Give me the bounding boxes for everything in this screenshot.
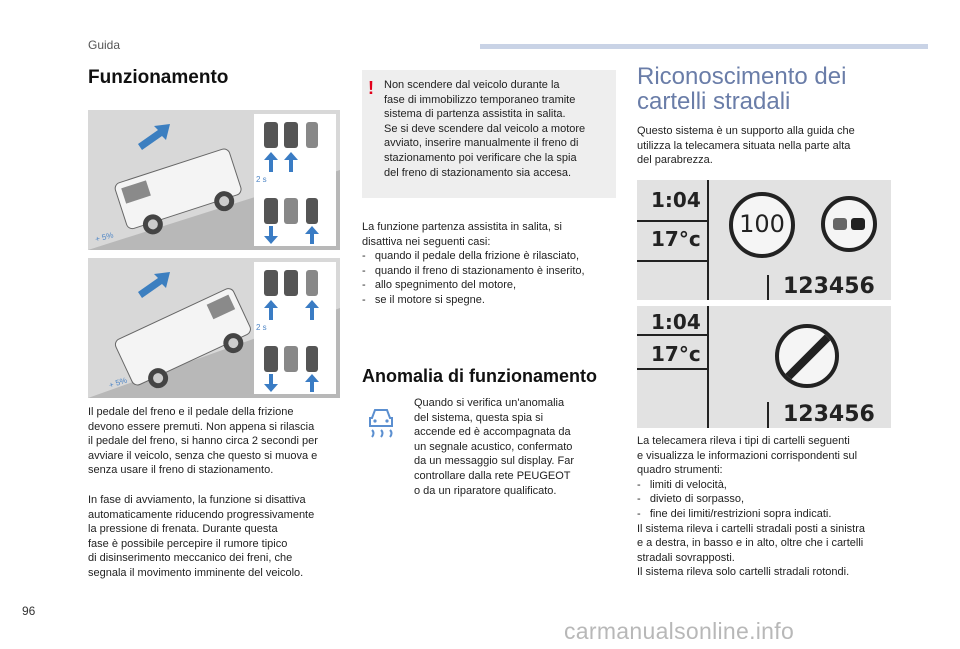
hill-start-illustration-2 — [88, 258, 340, 398]
temperature-readout: 17°c — [651, 227, 701, 251]
no-overtaking-sign-icon — [821, 196, 877, 252]
hill-start-illustration-1 — [88, 110, 340, 250]
list-item: - divieto di sorpasso, — [637, 493, 745, 506]
skid-warning-icon — [366, 406, 396, 445]
watermark: carmanualsonline.info — [564, 618, 795, 644]
instrument-display-speed-limit — [637, 180, 891, 300]
disable-conditions: La funzione partenza assistita in salita, si disattiva nei seguenti casi: - quando il pedale della frizione è rilasciato, - quando il freno di stazionamento è inserito, - allo spegnimento del motore, - se il motore si spegne. — [362, 220, 618, 308]
warning-box — [362, 70, 616, 198]
section-title-cartelli: Riconoscimento dei cartelli stradali — [637, 63, 847, 115]
list-item: - quando il freno di stazionamento è inserito, — [362, 264, 585, 277]
temperature-readout: 17°c — [651, 342, 701, 366]
page-number: 96 — [22, 604, 36, 618]
list-item: - se il motore si spegne. — [362, 293, 485, 306]
slope-label: + 5% — [107, 375, 129, 390]
list-item: - limiti di velocità, — [637, 478, 727, 491]
odometer-readout: 123456 — [783, 402, 875, 427]
paragraph-pedals: Il pedale del freno e il pedale della frizione devono essere premuti. Non appena si rilascia il pedale del freno, si hanno circa 2 secondi per avviare il veicolo, senza che questo si muova e senza usare il freno di stazionamento. — [88, 406, 318, 477]
instrument-display-end-of-restrictions — [637, 306, 891, 428]
clock-readout: 1:04 — [651, 310, 701, 334]
paragraph-startup: In fase di avviamento, la funzione si disattiva automaticamente riducendo progressivamente la pressione di frenata. Durante questa fase è possibile percepire il rumore tipico di disinserimento meccanico dei freni, che segnala il movimento imminente del veicolo. — [88, 494, 315, 579]
van-on-slope-image — [88, 110, 340, 250]
section-title-anomalia: Anomalia di funzionamento — [362, 366, 598, 386]
warning-icon: ! — [368, 78, 374, 98]
van-on-slope-image — [88, 258, 340, 398]
speed-limit-value: 100 — [739, 210, 785, 238]
slope-label: + 5% — [94, 230, 115, 244]
recognition-intro: Questo sistema è un supporto alla guida che utilizza la telecamera situata nella parte alta del parabrezza. — [637, 125, 855, 167]
anomaly-text: Quando si verifica un'anomalia del sistema, questa spia si accende ed è accompagnata da un segnale acustico, confermato da un messaggio sul display. Far controllare dalla rete PEUGEOT o da un riparatore qualificato. — [414, 397, 574, 497]
warning-text: Non scendere dal veicolo durante la fase di immobilizzo temporaneo tramite sistema di partenza assistita in salita. Se si deve scendere dal veicolo a motore avviato, inserire manualmente il freno di stazionamento poi verificare che la spia del freno di stazionamento sia accesa. — [384, 79, 586, 179]
list-item: - fine dei limiti/restrizioni sopra indicati. — [637, 507, 832, 520]
section-label: Guida — [88, 38, 121, 52]
section-title-funzionamento: Funzionamento — [88, 67, 229, 88]
recognition-details: La telecamera rileva i tipi di cartelli seguenti e visualizza le informazioni corrispondenti sul quadro strumenti: - limiti di velocità, - divieto di sorpasso, - fine dei limiti/restrizioni sopra indicati. Il sistema rileva i cartelli stradali posti a sinistra e a destra, in basso e in alto, oltre che i cartelli stradali sovrapposti. Il sistema rileva solo cartelli stradali rotondi. — [637, 434, 907, 580]
list-item: - allo spegnimento del motore, — [362, 279, 517, 292]
timer-label: 2 s — [256, 323, 267, 332]
odometer-readout: 123456 — [783, 274, 875, 299]
clock-readout: 1:04 — [651, 188, 701, 212]
timer-label: 2 s — [256, 175, 267, 184]
list-item: - quando il pedale della frizione è rilasciato, — [362, 250, 580, 263]
end-of-restrictions-sign-icon — [775, 324, 839, 388]
header-bar — [480, 44, 928, 49]
